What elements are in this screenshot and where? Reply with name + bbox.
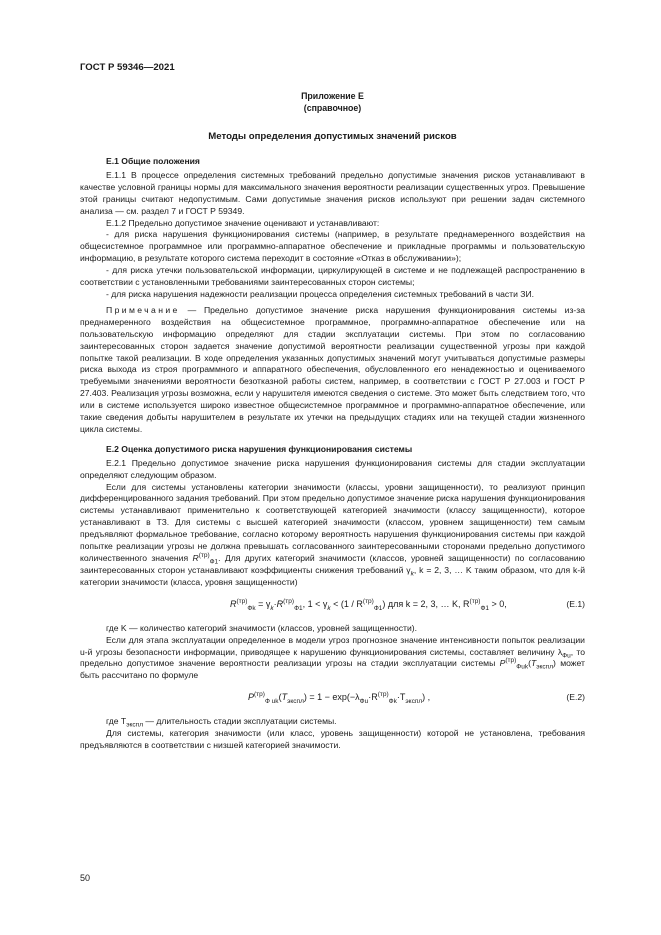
- formula-e1: [80, 593, 585, 619]
- where-t: где $T_{экспл}$ — длительность стадии эксплуатации системы.: [106, 716, 337, 729]
- paragraph-e2-4: Для системы, категория значимости (или класс, уровень защищенности) которой не установлена, требования предъявляются в соответствии с низшей категорией значимости.: [80, 728, 585, 751]
- note-paragraph: [80, 305, 585, 436]
- document-id: ГОСТ Р 59346—2021: [80, 62, 175, 73]
- formula-e2-expression: $P^{(тр)}_{Ф uk}(T_{экспл}) = 1 - \exp(-\lambda_{Фu}\cdot R^{(тр)}_{Фk}\cdot T_{экспл})$ ,: [248, 691, 431, 706]
- list-item: - для риска нарушения надежности реализации процесса определения системных требований в части ЗИ.: [106, 288, 535, 299]
- paragraph-e2-2: Если для системы установлены категории значимости (классы, уровни защищенности), то реализуют принцип дифференцированного задания требований. При этом предельно допустимое значение риска нарушения функционирования системы устанавливают применительно к соответствующей категорией значимости (классу защищенности), которое устанавливают в ТЗ. Для системы с высшей категорией значимости (классом, уровнем защищенности) тем самым предъявляют формальное требование, согласно которому вероятность нарушения функционирования системы при каждой попытке реализации угрозы не должна превышать согласованного заинтересованными сторонами предельно допустимого количественного значения $R^{(тр)}_{Ф1}$. Для других категорий значимости (классов, уровней защищенности) по согласованию заинтересованных сторон устанавливают коэффициенты снижения требований $\gamma_k$, k = 2, 3, … K таким образом, что для k-й категории значимости (класса, уровня защищенности): [80, 481, 585, 587]
- formula-e2: [80, 686, 585, 712]
- note-label: Примечание: [106, 304, 180, 315]
- formula-e1-number: (Е.1): [566, 598, 585, 609]
- section-heading-e2: Е.2 Оценка допустимого риска нарушения функционирования системы: [106, 443, 413, 454]
- page-number: 50: [80, 873, 91, 883]
- note-text: — Предельно допустимое значение риска нарушения функционирования системы из-за преднамеренного воздействия на общесистемное программное, программно-аппаратное обеспечение или на пользовательскую информацию определяют для стадии эксплуатации системы. При этом по согласованию заинтересованных сторон задается значение допустимой вероятности реализации существенной угрозы при каждой попытке такой реализации. В ходе определения указанных допустимых значений могут учитываться допустимые размеры риска выхода из строя программного и аппаратного обеспечения, обусловленного его ненадежностью и оцениваемого требуемыми значениями вероятности безотказной работы систем, например, в соответствии с ГОСТ Р 27.003 и ГОСТ Р 27.403. Реализация угрозы возможна, если у нарушителя имеются сведения о системе. Это может быть следствием того, что или в системе используется широко известное общесистемное программное и программно-аппаратное обеспечение, или такие сведения добыты нарушителем в результате их утечки на предыдущих стадиях или на текущей стадии жизненного цикла системы.: [80, 304, 585, 434]
- list-item: - для риска нарушения функционирования системы (например, в результате преднамеренного воздействия на общесистемное программное или программно-аппаратное обеспечение и прикладные программы и пользовательскую информацию, в результате которого система переходит в состояние «Отказ в обслуживании»);: [80, 229, 585, 264]
- annex-label: Приложение Е: [301, 91, 364, 101]
- paragraph-e2-1: Е.2.1 Предельно допустимое значение риска нарушения функционирования системы для стадии эксплуатации определяют следующим образом.: [80, 457, 585, 480]
- document-body: [80, 156, 585, 752]
- formula-e1-expression: $R^{(тр)}_{Фk} = \gamma_k\cdot R^{(тр)}_{Ф1}$, $1 < \gamma_k < (1 / R^{(тр)}_{Ф1})$ для k = 2, 3, … K, $R^{(тр)}_{Ф1} > 0$,: [230, 597, 507, 612]
- section-heading-e1: Е.1 Общие положения: [106, 156, 200, 166]
- annex-kind: (справочное): [303, 103, 362, 113]
- formula-e2-number: (Е.2): [566, 692, 585, 703]
- paragraph-e1-2: Е.1.2 Предельно допустимое значение оценивают и устанавливают:: [106, 217, 380, 228]
- annex-title: Методы определения допустимых значений рисков: [208, 131, 457, 142]
- paragraph-e1-1: Е.1.1 В процессе определения системных требований предельно допустимые значения рисков устанавливают в качестве условной границы нормы для максимального значения вероятности реализации существенных угроз. Превышение этой границы считают недопустимым. Сами допустимые значения рисков используют при решении задач системного анализа — см. раздел 7 и ГОСТ Р 59349.: [80, 169, 585, 216]
- where-k: где K — количество категорий значимости (классов, уровней защищенности).: [106, 622, 417, 633]
- list-item: - для риска утечки пользовательской информации, циркулирующей в системе и не подлежащей распространению в соответствии с установленными требованиями заинтересованных сторон системы;: [80, 265, 585, 288]
- paragraph-e2-3: Если для этапа эксплуатации определенное в модели угроз прогнозное значение интенсивности попыток реализации u-й угрозы безопасности информации, приводящее к нарушению функционирования системы, составляет величину $\lambda_{Фu}$, то предельно допустимое значение вероятности реализации угрозы на стадии эксплуатации системы $P^{(тр)}_{Фuk}(T_{экспл})$ может быть рассчитано по формуле: [80, 634, 585, 681]
